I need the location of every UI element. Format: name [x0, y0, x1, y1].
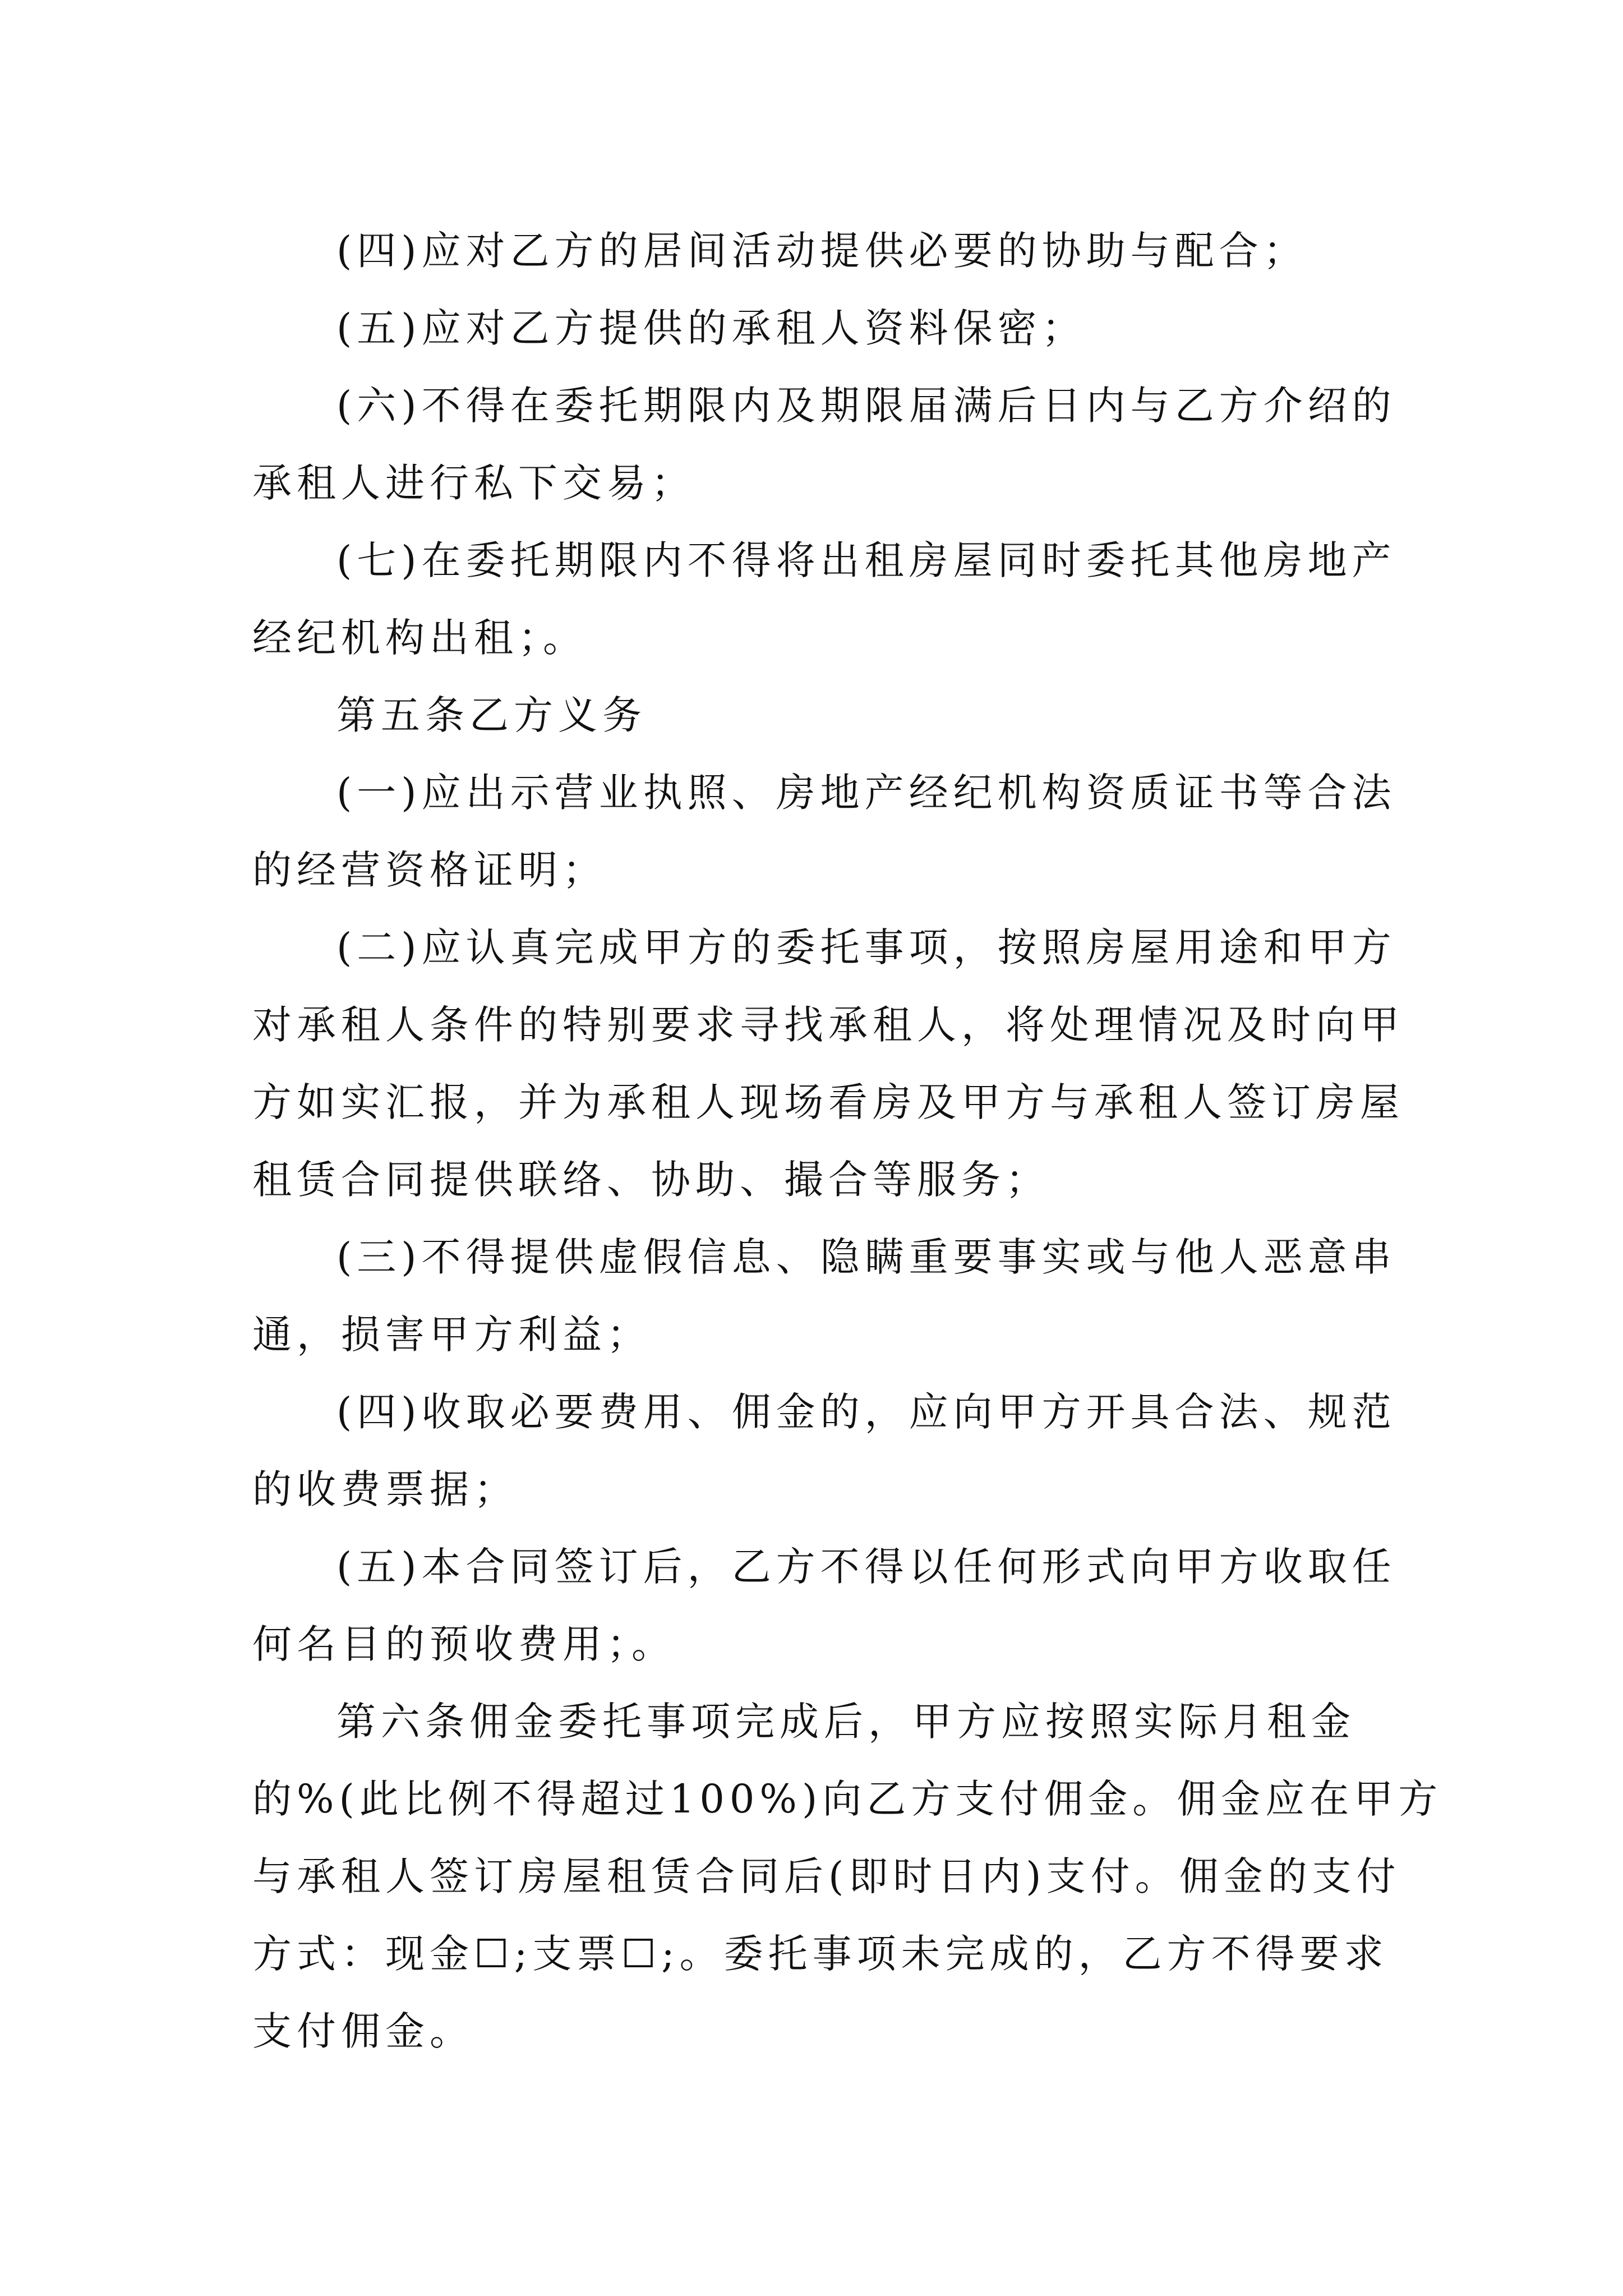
document-body — [252, 212, 1443, 2070]
text-line: (四)收取必要费用、佣金的，应向甲方开具合法、规范 — [336, 1389, 1396, 1435]
text-line: (三)不得提供虚假信息、隐瞒重要事实或与他人恶意串 — [336, 1234, 1396, 1280]
paragraph — [252, 1373, 1396, 1528]
paragraph — [252, 367, 1396, 522]
text-line: (一)应出示营业执照、房地产经纪机构资质证书等合法 — [336, 770, 1396, 816]
text-line: (四)应对乙方的居间活动提供必要的协助与配合； — [336, 228, 1308, 274]
text-line: (七)在委托期限内不得将出租房屋同时委托其他房地产 — [336, 537, 1396, 583]
text-line: 的经营资格证明； — [252, 847, 607, 893]
text-line: (五)应对乙方提供的承租人资料保密； — [336, 305, 1086, 351]
text-line: 何名目的预收费用；。 — [252, 1621, 676, 1667]
text-line: 对承租人条件的特别要求寻找承租人，将处理情况及时向甲 — [252, 1002, 1404, 1048]
text-line: 承租人进行私下交易； — [252, 460, 695, 506]
text-line: 租赁合同提供联络、协助、撮合等服务； — [252, 1157, 1050, 1203]
text-line: (六)不得在委托期限内及期限届满后日内与乙方介绍的 — [336, 383, 1396, 429]
text-line: 与承租人签订房屋租赁合同后(即时日内)支付。佣金的支付 — [252, 1853, 1401, 1899]
text-line: (二)应认真完成甲方的委托事项，按照房屋用途和甲方 — [336, 924, 1396, 970]
paragraph — [252, 1528, 1396, 1683]
paragraph — [252, 522, 1396, 677]
text-line: 第五条乙方义务 — [336, 692, 647, 738]
text-line: 的%(此比例不得超过100%)向乙方支付佣金。佣金应在甲方 — [252, 1776, 1443, 1822]
text-line: 第六条佣金委托事项完成后，甲方应按照实际月租金 — [336, 1699, 1355, 1745]
paragraph — [252, 289, 1391, 367]
text-line: 通，损害甲方利益； — [252, 1312, 651, 1358]
text-line: (五)本合同签订后，乙方不得以任何形式向甲方收取任 — [336, 1544, 1396, 1590]
paragraph — [252, 1683, 1443, 2070]
text-line: 方式：现金☐;支票☐;。委托事项未完成的，乙方不得要求 — [252, 1931, 1389, 1977]
paragraph — [252, 677, 1391, 754]
text-line: 经纪机构出租；。 — [252, 615, 587, 661]
text-line: 方如实汇报，并为承租人现场看房及甲方与承租人签订房屋 — [252, 1079, 1404, 1125]
paragraph — [252, 754, 1396, 909]
text-line: 的收费票据； — [252, 1466, 518, 1512]
paragraph — [252, 1218, 1396, 1373]
paragraph — [252, 909, 1404, 1218]
paragraph — [252, 212, 1391, 289]
text-line: 支付佣金。 — [252, 2008, 474, 2054]
